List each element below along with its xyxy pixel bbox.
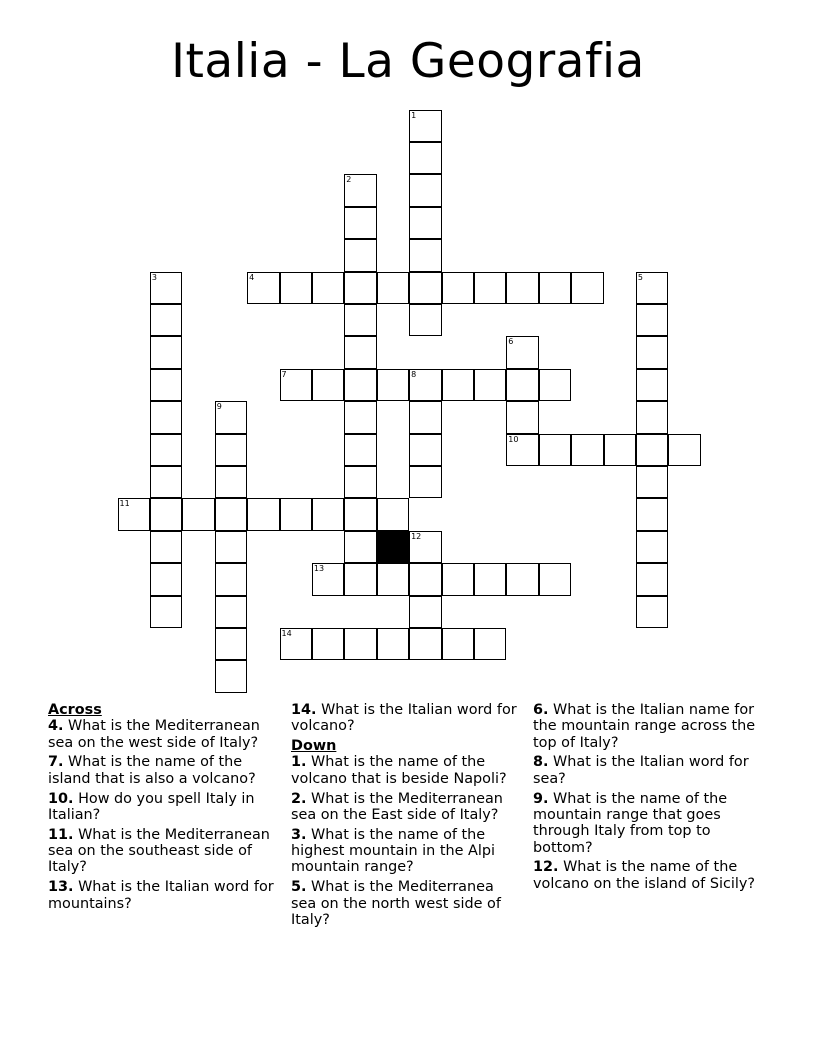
grid-cell[interactable] [377, 272, 410, 305]
grid-cell[interactable] [539, 369, 572, 402]
clue-number-label: 8 [411, 369, 417, 379]
clue-number: 9. [533, 790, 549, 807]
grid-cell[interactable] [409, 466, 442, 499]
grid-cell[interactable] [344, 239, 377, 272]
grid-cell[interactable] [571, 272, 604, 305]
clue-number: 1. [291, 754, 307, 771]
clue-down-12 [533, 859, 769, 892]
grid-cell[interactable] [344, 531, 377, 564]
grid-cell[interactable] [442, 563, 475, 596]
grid-cell[interactable] [409, 239, 442, 272]
grid-cell[interactable] [215, 434, 248, 467]
clue-text: What is the Italian word for mountains? [48, 879, 274, 912]
clue-number: 4. [48, 718, 64, 735]
grid-cell[interactable] [409, 596, 442, 629]
grid-cell[interactable] [636, 466, 669, 499]
clue-column-3 [533, 702, 769, 896]
clue-number-label: 14 [281, 628, 292, 638]
grid-cell[interactable] [312, 369, 345, 402]
grid-cell[interactable] [312, 272, 345, 305]
grid-cell[interactable] [344, 304, 377, 337]
page-title: Italia - La Geografia [171, 34, 645, 89]
grid-cell[interactable] [409, 207, 442, 240]
grid-cell[interactable] [506, 401, 539, 434]
grid-cell[interactable] [539, 563, 572, 596]
clue-down-6 [533, 702, 769, 751]
clue-number: 8. [533, 754, 549, 771]
clue-text: What is the Italian word for sea? [533, 754, 749, 787]
clue-column-2 [291, 702, 523, 932]
clue-down-1 [291, 754, 523, 787]
clue-text: How do you spell Italy in Italian? [48, 790, 255, 823]
clue-down-3 [291, 827, 523, 876]
grid-cell[interactable] [312, 498, 345, 531]
grid-cell[interactable] [604, 434, 637, 467]
grid-cell[interactable] [344, 336, 377, 369]
grid-cell[interactable] [344, 434, 377, 467]
clue-number-label: 11 [119, 499, 130, 509]
clue-number-label: 4 [249, 272, 255, 282]
clue-number: 5. [291, 879, 307, 896]
clue-number-label: 2 [346, 175, 352, 185]
grid-cell[interactable] [442, 272, 475, 305]
grid-cell[interactable] [215, 596, 248, 629]
grid-cell[interactable] [636, 369, 669, 402]
clue-across-10 [48, 791, 284, 824]
clue-number-label: 10 [508, 434, 519, 444]
clue-number: 12. [533, 859, 559, 876]
grid-cell[interactable] [474, 272, 507, 305]
grid-cell[interactable] [344, 207, 377, 240]
clue-text: What is the name of the island that is also a volcano? [48, 754, 256, 787]
grid-cell[interactable] [636, 563, 669, 596]
grid-cell[interactable] [668, 434, 701, 467]
grid-cell[interactable] [636, 498, 669, 531]
grid-cell[interactable] [506, 563, 539, 596]
grid-cell[interactable] [215, 660, 248, 693]
grid-cell[interactable] [409, 628, 442, 661]
grid-cell[interactable] [409, 174, 442, 207]
grid-cell[interactable] [636, 434, 669, 467]
grid-cell[interactable] [409, 272, 442, 305]
grid-cell[interactable] [636, 401, 669, 434]
grid-cell[interactable] [150, 434, 183, 467]
grid-cell[interactable] [636, 304, 669, 337]
clue-across-13 [48, 879, 284, 912]
grid-cell[interactable] [215, 466, 248, 499]
grid-cell[interactable] [409, 563, 442, 596]
down-header: Down [291, 738, 337, 755]
grid-cell[interactable] [377, 563, 410, 596]
grid-cell[interactable] [442, 628, 475, 661]
grid-cell[interactable] [344, 466, 377, 499]
grid-cell[interactable] [280, 272, 313, 305]
clue-number: 6. [533, 702, 549, 718]
grid-cell[interactable] [636, 531, 669, 564]
grid-cell[interactable] [150, 498, 183, 531]
grid-cell[interactable] [150, 401, 183, 434]
clue-number-label: 12 [411, 531, 422, 541]
grid-cell[interactable] [344, 401, 377, 434]
grid-cell[interactable] [344, 369, 377, 402]
grid-cell[interactable] [150, 596, 183, 629]
clue-number: 2. [291, 790, 307, 807]
clue-number: 7. [48, 754, 64, 771]
clue-text: What is the name of the mountain range that goes through Italy from top to bottom? [533, 790, 728, 856]
grid-black-cell [377, 531, 410, 564]
grid-cell[interactable] [247, 498, 280, 531]
clue-number: 3. [291, 826, 307, 843]
grid-cell[interactable] [539, 272, 572, 305]
grid-cell[interactable] [377, 628, 410, 661]
clue-text: What is the Italian name for the mountain range across the top of Italy? [533, 702, 756, 751]
grid-cell[interactable] [474, 563, 507, 596]
grid-cell[interactable] [150, 563, 183, 596]
clue-number-label: 6 [508, 337, 514, 347]
clue-text: What is the Mediterranean sea on the southeast side of Italy? [48, 826, 270, 876]
clue-text: What is the Mediterranean sea on the East side of Italy? [291, 790, 503, 823]
grid-cell[interactable] [571, 434, 604, 467]
clue-number: 11. [48, 826, 74, 843]
clue-down-2 [291, 791, 523, 824]
grid-cell[interactable] [150, 466, 183, 499]
grid-cell[interactable] [442, 369, 475, 402]
clue-number-label: 3 [151, 272, 157, 282]
clue-text: What is the name of the highest mountain in the Alpi mountain range? [291, 826, 496, 876]
grid-cell[interactable] [344, 563, 377, 596]
clue-down-8 [533, 754, 769, 787]
across-header: Across [48, 702, 102, 718]
grid-cell[interactable] [506, 272, 539, 305]
grid-cell[interactable] [215, 563, 248, 596]
clue-text: What is the name of the volcano that is beside Napoli? [291, 754, 507, 787]
grid-cell[interactable] [377, 498, 410, 531]
clue-number: 14. [291, 702, 317, 718]
grid-cell[interactable] [150, 336, 183, 369]
grid-cell[interactable] [539, 434, 572, 467]
clue-across-4 [48, 718, 284, 751]
grid-cell[interactable] [377, 369, 410, 402]
grid-cell[interactable] [312, 628, 345, 661]
clue-text: What is the Mediterranea sea on the north west side of Italy? [291, 879, 501, 928]
grid-cell[interactable] [636, 596, 669, 629]
grid-cell[interactable] [344, 628, 377, 661]
clue-number-label: 5 [637, 272, 643, 282]
clue-number-label: 7 [281, 369, 287, 379]
grid-cell[interactable] [409, 401, 442, 434]
grid-cell[interactable] [182, 498, 215, 531]
grid-cell[interactable] [150, 531, 183, 564]
clue-number: 10. [48, 790, 74, 807]
grid-cell[interactable] [636, 336, 669, 369]
clue-across-14 [291, 702, 523, 735]
grid-cell[interactable] [215, 628, 248, 661]
clue-text: What is the Mediterranean sea on the west side of Italy? [48, 718, 260, 751]
clue-number-label: 9 [216, 402, 222, 412]
clue-number: 13. [48, 879, 74, 896]
clue-number-label: 1 [411, 110, 417, 120]
clue-down-5 [291, 879, 523, 928]
grid-cell[interactable] [506, 369, 539, 402]
clue-text: What is the name of the volcano on the island of Sicily? [533, 859, 756, 892]
grid-cell[interactable] [150, 304, 183, 337]
grid-cell[interactable] [409, 434, 442, 467]
grid-cell[interactable] [280, 498, 313, 531]
clue-text: What is the Italian word for volcano? [291, 702, 517, 735]
grid-cell[interactable] [215, 498, 248, 531]
grid-cell[interactable] [215, 531, 248, 564]
clue-across-7 [48, 754, 284, 787]
grid-cell[interactable] [409, 304, 442, 337]
grid-cell[interactable] [409, 142, 442, 175]
clue-down-9 [533, 791, 769, 856]
grid-cell[interactable] [344, 272, 377, 305]
clue-number-label: 13 [313, 564, 325, 574]
grid-cell[interactable] [474, 628, 507, 661]
clue-across-11 [48, 827, 284, 876]
grid-cell[interactable] [150, 369, 183, 402]
clue-column-1 [48, 702, 284, 916]
grid-cell[interactable] [474, 369, 507, 402]
grid-cell[interactable] [344, 498, 377, 531]
